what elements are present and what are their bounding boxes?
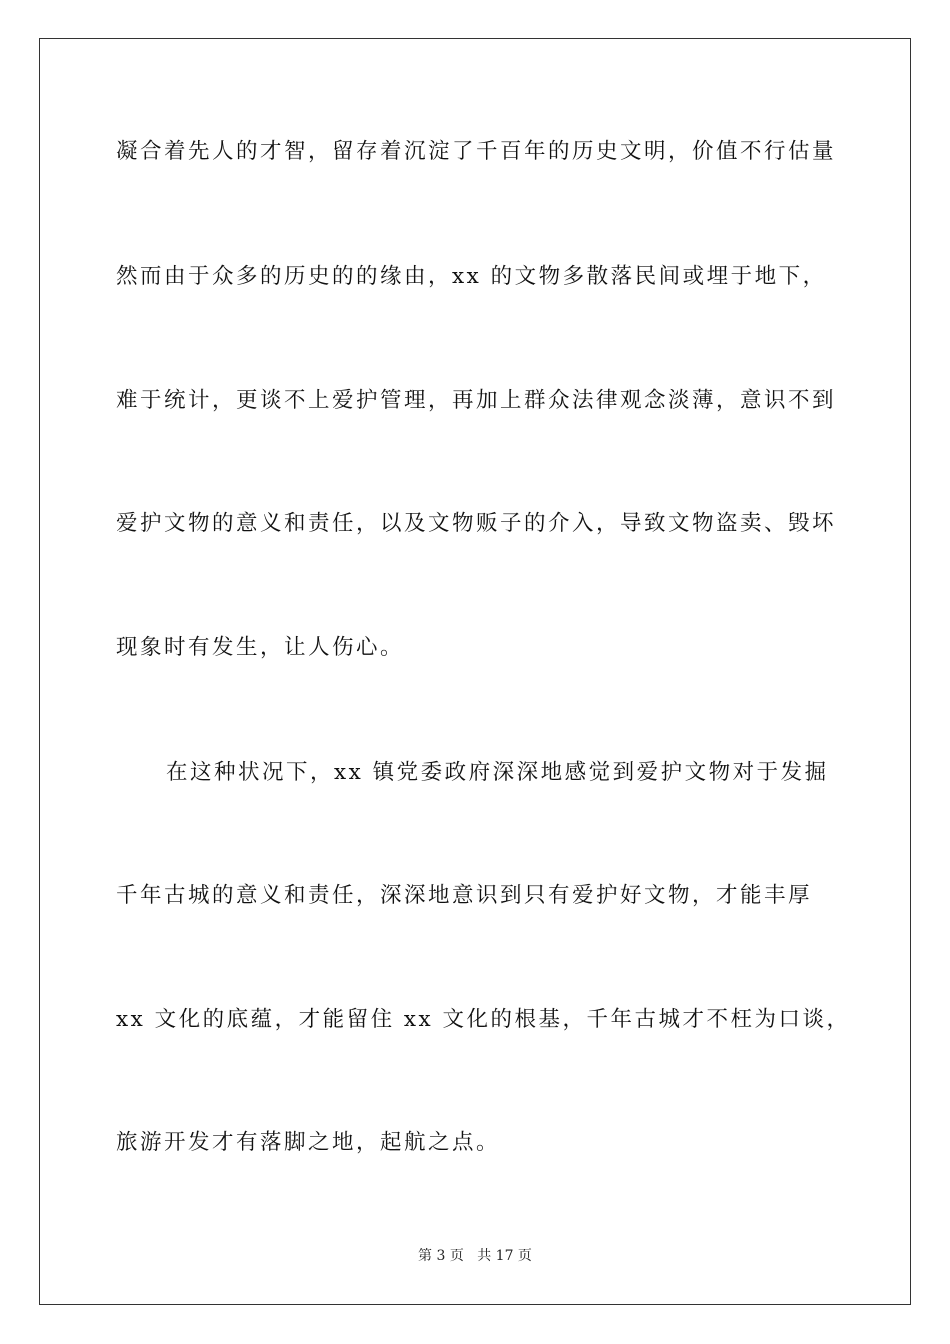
page-number: 第 3 页 (418, 1248, 464, 1264)
body-text-line-9: 旅游开发才有落脚之地，起航之点。 (116, 1130, 501, 1155)
page-footer (0, 1247, 950, 1265)
body-text-line-1: 凝合着先人的才智，留存着沉淀了千百年的历史文明，价值不行估量 (116, 139, 837, 164)
body-text-line-8: xx 文化的底蕴，才能留住 xx 文化的根基，千年古城才不枉为口谈， (116, 1007, 851, 1032)
page-total: 共 17 页 (477, 1248, 532, 1264)
body-text-line-4: 爱护文物的意义和责任，以及文物贩子的介入，导致文物盗卖、毁坏 (116, 511, 837, 536)
body-text-line-3: 难于统计，更谈不上爱护管理，再加上群众法律观念淡薄，意识不到 (116, 388, 837, 413)
body-text-line-7: 千年古城的意义和责任，深深地意识到只有爱护好文物，才能丰厚 (116, 883, 813, 908)
body-text-line-5: 现象时有发生，让人伤心。 (116, 635, 405, 660)
body-text-line-6: 在这种状况下，xx 镇党委政府深深地感觉到爱护文物对于发掘 (166, 760, 829, 785)
page-border (39, 38, 911, 1305)
body-text-line-2: 然而由于众多的历史的的缘由，xx 的文物多散落民间或埋于地下， (116, 264, 827, 289)
